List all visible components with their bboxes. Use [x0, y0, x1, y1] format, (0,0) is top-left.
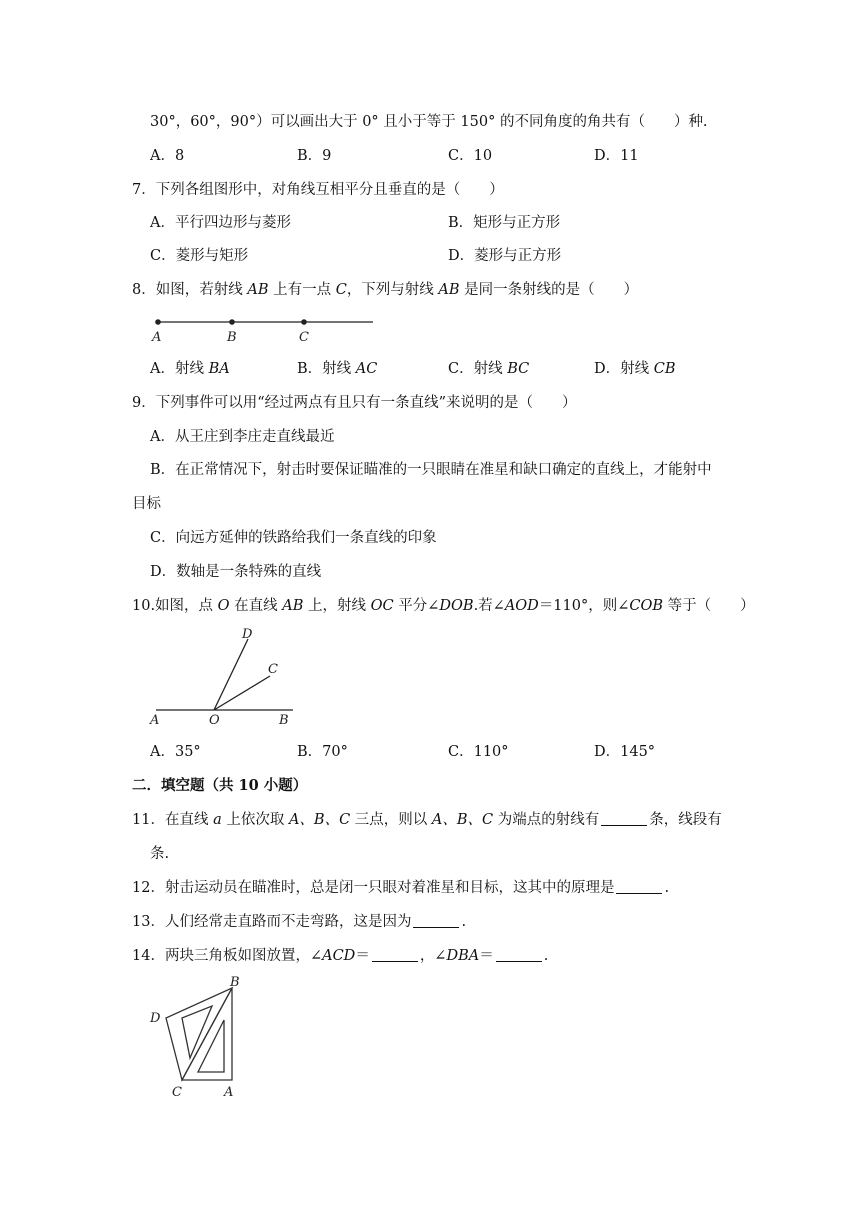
q7-option-c[interactable]: C．菱形与矩形	[150, 248, 249, 264]
q12-stem: 12．射击运动员在瞄准时，总是闭一只眼对着准星和目标，这其中的原理是 .	[132, 880, 670, 896]
q6-option-b[interactable]: B．9	[297, 148, 332, 164]
label-d: D	[242, 627, 253, 642]
q8-option-d[interactable]: D．射线 CB	[594, 361, 676, 377]
label-d: D	[150, 1011, 161, 1026]
q7-stem: 7．下列各组图形中，对角线互相平分且垂直的是（ ）	[132, 182, 504, 198]
point-b	[229, 319, 235, 325]
q9-option-a[interactable]: A．从王庄到李庄走直线最近	[150, 429, 335, 445]
q9-option-c[interactable]: C．向远方延伸的铁路给我们一条直线的印象	[150, 530, 437, 546]
q10-option-d[interactable]: D．145°	[594, 744, 656, 760]
label-a: A	[152, 330, 162, 345]
triangle-dbc	[166, 988, 232, 1080]
label-b: B	[279, 713, 289, 728]
label-a: A	[150, 713, 160, 728]
q8-stem: 8．如图，若射线 AB 上有一点 C，下列与射线 AB 是同一条射线的是（ ）	[132, 282, 639, 298]
label-c: C	[268, 662, 278, 677]
q10-option-b[interactable]: B．70°	[297, 744, 348, 760]
q14-stem: 14．两块三角板如图放置，∠ACD＝ ，∠DBA＝ .	[132, 948, 549, 964]
q14-blank-acd[interactable]	[372, 947, 418, 962]
section-title-fill-in: 二．填空题（共 10 小题）	[132, 777, 308, 794]
q12-blank[interactable]	[616, 879, 662, 894]
q8-ray-figure	[148, 312, 378, 346]
q11-stem: 11．在直线 a 上依次取 A、B、C 三点，则以 A、B、C 为端点的射线有 条，线段有	[132, 812, 722, 828]
q9-option-d[interactable]: D．数轴是一条特殊的直线	[150, 564, 322, 580]
label-c: C	[172, 1085, 182, 1100]
q6-option-a[interactable]: A．8	[150, 148, 185, 164]
q7-option-a[interactable]: A．平行四边形与菱形	[150, 215, 291, 231]
q10-stem: 10.如图，点 O 在直线 AB 上，射线 OC 平分∠DOB.若∠AOD＝110°，则∠COB 等于（ ）	[132, 598, 755, 614]
point-c	[301, 319, 307, 325]
q13-blank[interactable]	[413, 913, 459, 928]
q10-option-a[interactable]: A．35°	[150, 744, 201, 760]
q6-option-d[interactable]: D．11	[594, 148, 639, 164]
q9-option-b[interactable]: B．在正常情况下，射击时要保证瞄准的一只眼睛在准星和缺口确定的直线上，才能射中	[150, 462, 712, 478]
q11-stem-wrap: 条.	[150, 846, 170, 862]
q10-angle-figure	[148, 624, 298, 728]
q6-option-c[interactable]: C．10	[448, 148, 493, 164]
q6-continuation: 30°，60°，90°）可以画出大于 0° 且小于等于 150° 的不同角度的角共有（ ）种.	[150, 114, 708, 130]
q8-option-b[interactable]: B．射线 AC	[297, 361, 378, 377]
label-b: B	[230, 976, 240, 990]
q7-option-d[interactable]: D．菱形与正方形	[448, 248, 562, 264]
q11-blank-rays[interactable]	[601, 811, 647, 826]
q14-triangle-figure	[142, 976, 254, 1102]
q9-stem: 9．下列事件可以用“经过两点有且只有一条直线”来说明的是（ ）	[132, 395, 577, 411]
q8-option-c[interactable]: C．射线 BC	[448, 361, 530, 377]
label-c: C	[299, 330, 309, 345]
point-a	[155, 319, 161, 325]
q14-blank-dba[interactable]	[496, 947, 542, 962]
q13-stem: 13．人们经常走直路而不走弯路，这是因为 .	[132, 914, 467, 930]
q10-option-c[interactable]: C．110°	[448, 744, 509, 760]
label-o: O	[209, 713, 220, 728]
label-a: A	[224, 1085, 234, 1100]
label-b: B	[227, 330, 237, 345]
q8-option-a[interactable]: A．射线 BA	[150, 361, 230, 377]
q9-option-b-wrap: 目标	[132, 496, 161, 512]
q7-option-b[interactable]: B．矩形与正方形	[448, 215, 561, 231]
